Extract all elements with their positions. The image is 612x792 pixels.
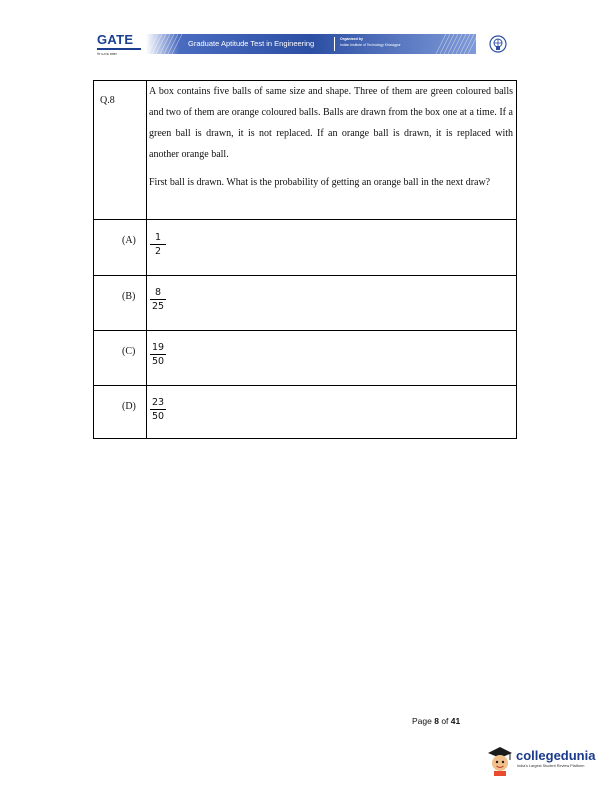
page-total: 41 <box>450 716 461 726</box>
gate-logo-text: GATE <box>97 32 134 47</box>
option-d-denominator: 50 <box>151 411 165 422</box>
page-number <box>412 716 460 726</box>
option-c-label: (C) <box>122 346 136 357</box>
fraction-bar <box>150 409 166 410</box>
gate-logo-tagline: गेट GATE सबका <box>97 52 117 56</box>
option-d-numerator: 23 <box>151 397 165 408</box>
option-b-label: (B) <box>122 291 136 302</box>
question-paragraph-1: A box contains five balls of same size and shape. Three of them are green coloured balls and two of them are orange coloured balls. Balls are drawn from the box one at a time. If a green ball is drawn, it is not replaced. If an orange ball is drawn, it is replaced with another orange ball. <box>149 86 513 160</box>
option-c-fraction <box>150 342 166 367</box>
option-b-denominator: 25 <box>151 301 165 312</box>
collegedunia-tagline: India's Largest Student Review Platform <box>517 764 585 768</box>
collegedunia-brand-text: collegedunia <box>516 748 596 763</box>
option-c-numerator: 19 <box>151 342 165 353</box>
collegedunia-logo <box>486 744 606 778</box>
table-row-divider <box>94 275 516 276</box>
banner-title: Graduate Aptitude Test in Engineering <box>188 39 315 48</box>
option-b-numerator: 8 <box>154 287 162 298</box>
gate-logo-bar <box>97 48 141 50</box>
option-a-numerator: 1 <box>154 232 162 243</box>
gate-logo <box>97 33 143 57</box>
fraction-bar <box>150 354 166 355</box>
question-paragraph-2: First ball is drawn. What is the probability of getting an orange ball in the next draw? <box>149 177 491 188</box>
option-d-label: (D) <box>122 401 136 412</box>
option-a-denominator: 2 <box>154 246 162 257</box>
option-a-fraction <box>150 232 166 257</box>
table-row-divider <box>94 330 516 331</box>
option-b-fraction <box>150 287 166 312</box>
table-row-divider <box>94 385 516 386</box>
question-number: Q.8 <box>100 95 115 106</box>
banner-organised-by: Organised by <box>340 37 363 41</box>
table-row-divider <box>94 219 516 220</box>
collegedunia-brand <box>516 748 595 763</box>
page-of: of <box>438 716 451 726</box>
question-table <box>93 80 517 439</box>
question-text <box>149 81 513 193</box>
page-prefix: Page <box>412 716 435 726</box>
fraction-bar <box>150 299 166 300</box>
header-banner <box>146 34 476 54</box>
page-current: 8 <box>434 716 439 726</box>
banner-institute: Indian Institute of Technology Kharagpur <box>340 43 401 47</box>
option-c-denominator: 50 <box>151 356 165 367</box>
option-d-fraction <box>150 397 166 422</box>
banner-separator <box>334 37 335 51</box>
iit-emblem-icon <box>489 35 507 53</box>
collegedunia-mascot-icon <box>486 744 514 776</box>
fraction-bar <box>150 244 166 245</box>
option-a-label: (A) <box>122 235 136 246</box>
